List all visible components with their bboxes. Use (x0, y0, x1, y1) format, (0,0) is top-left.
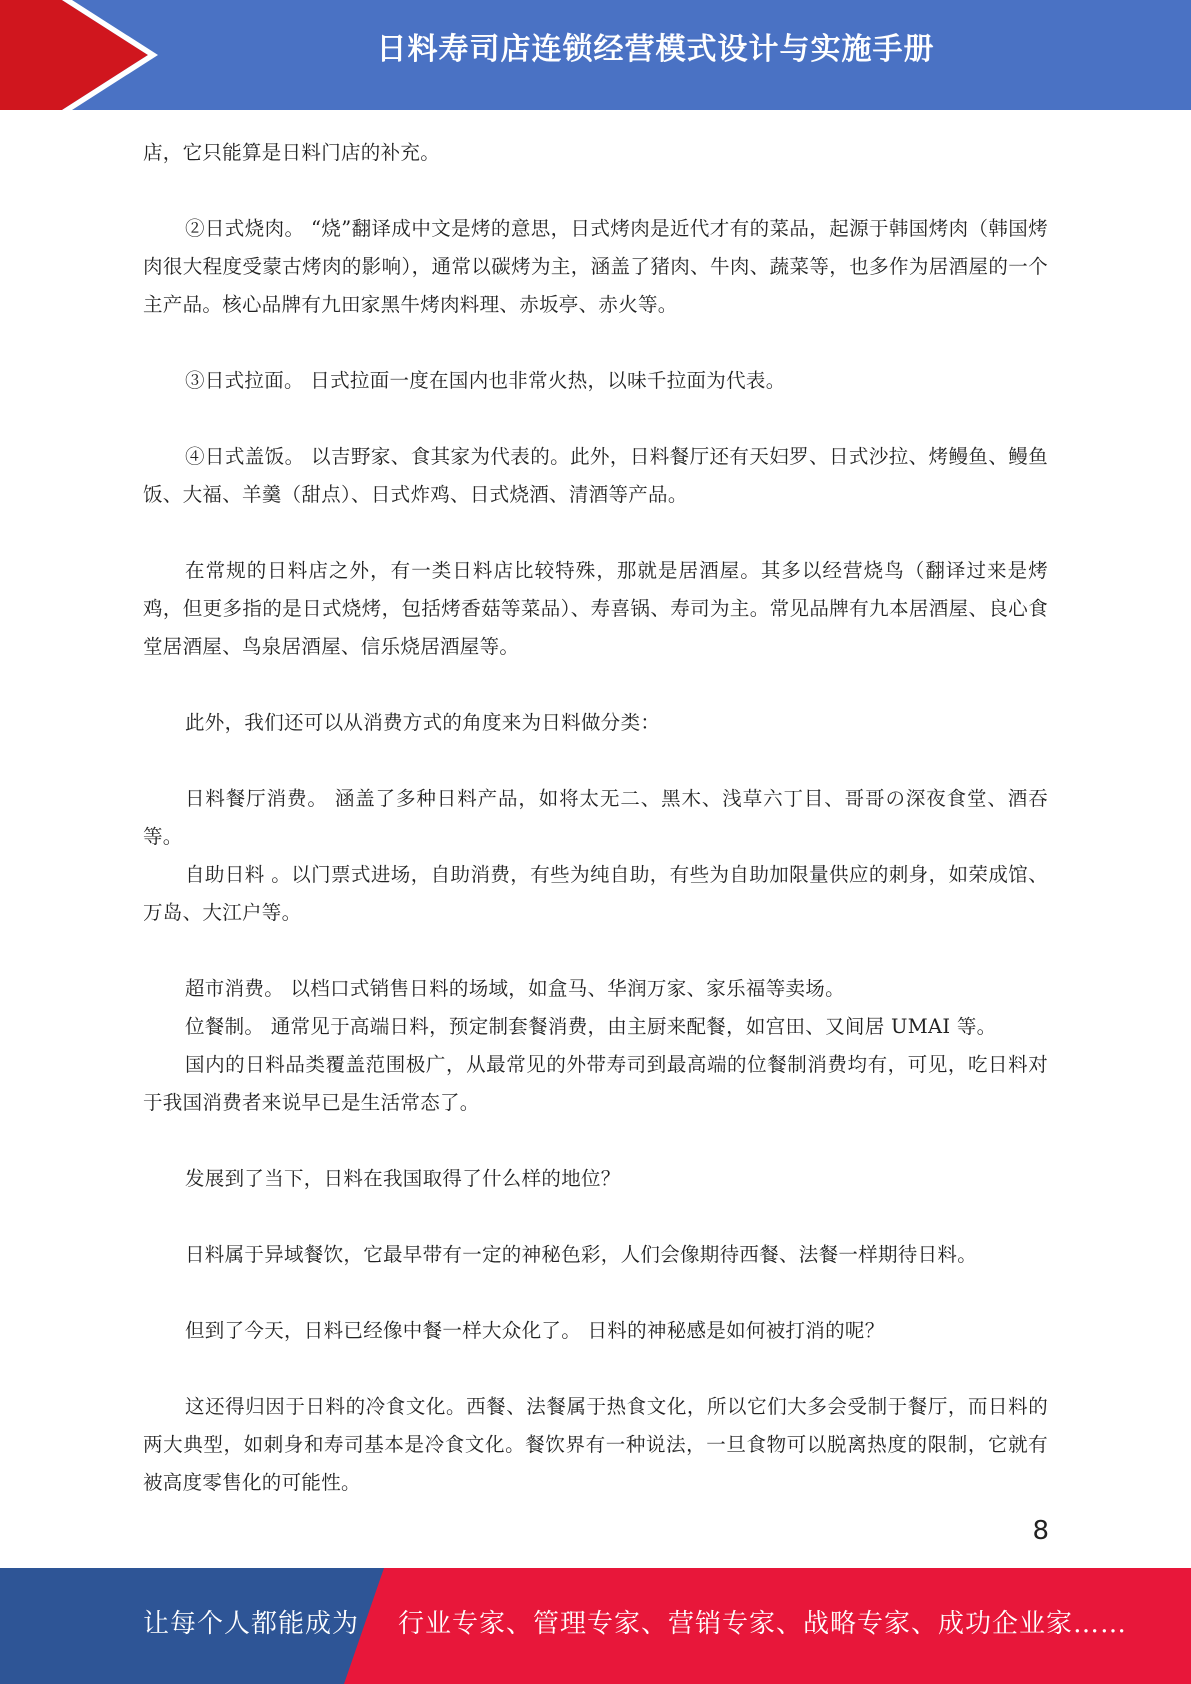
paragraph: 但到了今天，日料已经像中餐一样大众化了。 日料的神秘感是如何被打消的呢？ (185, 1319, 885, 1342)
paragraph: 日料餐厅消费。 涵盖了多种日料产品，如将太无二、黑木、浅草六丁目、哥哥の深夜食堂、酒吞等。 (143, 787, 1048, 848)
paragraph: ③日式拉面。 日式拉面一度在国内也非常火热，以味千拉面为代表。 (185, 369, 786, 392)
footer-slogan-left: 让每个人都能成为 (143, 1609, 360, 1639)
page-content (143, 134, 1048, 1502)
paragraph: 这还得归因于日料的冷食文化。西餐、法餐属于热食文化，所以它们大多会受制于餐厅，而日料的两大典型，如刺身和寿司基本是冷食文化。餐饮界有一种说法，一旦食物可以脱离热度的限制，它就有被高度零售化的可能性。 (143, 1395, 1048, 1494)
paragraph: 在常规的日料店之外，有一类日料店比较特殊，那就是居酒屋。其多以经营烧鸟（翻译过来是烤鸡，但更多指的是日式烧烤，包括烤香菇等菜品）、寿喜锅、寿司为主。常见品牌有九本居酒屋、良心食堂居酒屋、鸟泉居酒屋、信乐烧居酒屋等。 (143, 559, 1048, 658)
paragraph: 店，它只能算是日料门店的补充。 (143, 141, 441, 164)
page-number: 8 (1032, 1516, 1049, 1546)
paragraph: 位餐制。 通常见于高端日料，预定制套餐消费，由主厨来配餐，如宫田、又间居 UMAI 等。 (185, 1015, 997, 1038)
paragraph: 发展到了当下，日料在我国取得了什么样的地位？ (185, 1167, 621, 1190)
page-footer (0, 1568, 1191, 1684)
paragraph: 国内的日料品类覆盖范围极广，从最常见的外带寿司到最高端的位餐制消费均有，可见，吃日料对于我国消费者来说早已是生活常态了。 (143, 1053, 1048, 1114)
page-header (0, 0, 1191, 110)
paragraph: ②日式烧肉。 “烧”翻译成中文是烤的意思，日式烤肉是近代才有的菜品，起源于韩国烤肉（韩国烤肉很大程度受蒙古烤肉的影响），通常以碳烤为主，涵盖了猪肉、牛肉、蔬菜等，也多作为居酒屋的一个主产品。核心品牌有九田家黑牛烤肉料理、赤坂亭、赤火等。 (143, 217, 1048, 316)
paragraph: 超市消费。 以档口式销售日料的场域，如盒马、华润万家、家乐福等卖场。 (185, 977, 845, 1000)
document-title: 日料寿司店连锁经营模式设计与实施手册 (376, 32, 935, 67)
paragraph: ④日式盖饭。 以吉野家、食其家为代表的。此外，日料餐厅还有天妇罗、日式沙拉、烤鳗鱼、鳗鱼饭、大福、羊羹（甜点）、日式炸鸡、日式烧酒、清酒等产品。 (143, 445, 1048, 506)
paragraph: 自助日料 。以门票式进场，自助消费，有些为纯自助，有些为自助加限量供应的刺身，如荣成馆、万岛、大江户等。 (143, 863, 1048, 924)
paragraph: 此外，我们还可以从消费方式的角度来为日料做分类： (185, 711, 661, 734)
paragraph: 日料属于异域餐饮，它最早带有一定的神秘色彩，人们会像期待西餐、法餐一样期待日料。 (185, 1243, 978, 1266)
footer-slogan-right: 行业专家、管理专家、营销专家、战略专家、成功企业家…… (398, 1609, 1128, 1639)
